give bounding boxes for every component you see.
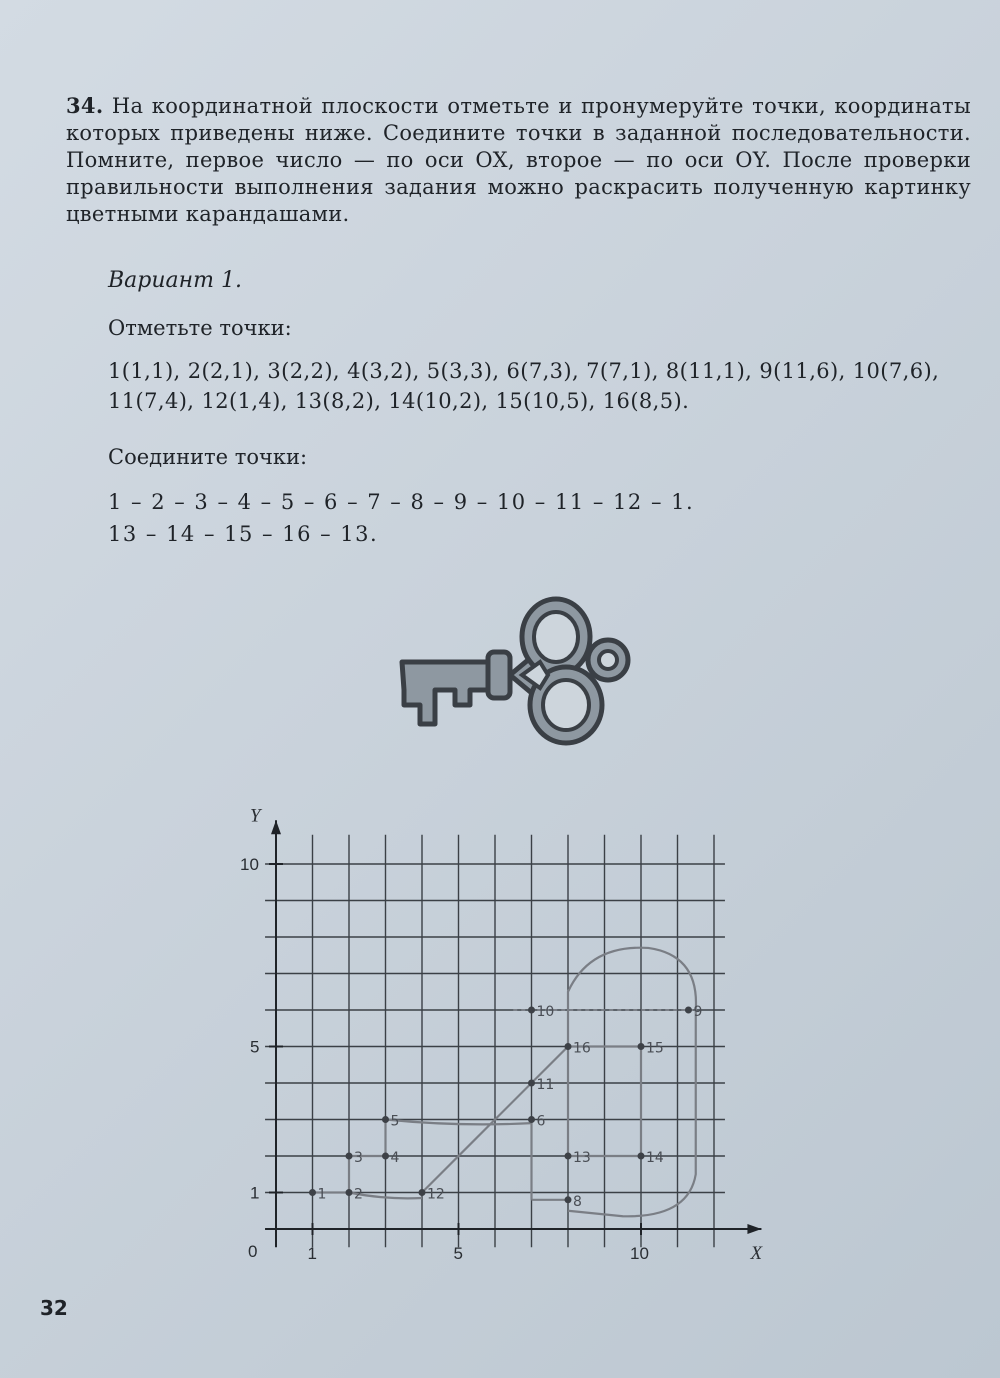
mark-points-label: Отметьте точки: <box>108 316 292 340</box>
y-tick-label: 10 <box>240 855 259 874</box>
plotted-point <box>685 1007 692 1014</box>
origin-label: 0 <box>248 1242 258 1261</box>
point-label: 6 <box>536 1113 546 1130</box>
x-tick-label: 10 <box>630 1244 649 1263</box>
plotted-point <box>565 1153 572 1160</box>
point-label: 4 <box>390 1150 400 1166</box>
point-label: 9 <box>693 1004 703 1020</box>
point-label: 3 <box>354 1150 363 1166</box>
plotted-point <box>419 1189 426 1196</box>
point-label: 11 <box>536 1077 555 1093</box>
plotted-point <box>346 1153 353 1160</box>
plotted-point <box>565 1196 572 1203</box>
plotted-point <box>309 1189 316 1196</box>
connect-points-label: Соедините точки: <box>108 445 308 469</box>
plotted-point <box>382 1116 389 1123</box>
y-tick-label: 1 <box>250 1183 260 1203</box>
variant-title: Вариант 1. <box>108 268 242 293</box>
point-label: 13 <box>573 1150 591 1166</box>
sequence-2: 13 – 14 – 15 – 16 – 13. <box>108 522 379 546</box>
plotted-point <box>528 1080 535 1087</box>
plotted-point <box>565 1043 572 1050</box>
plotted-point <box>382 1153 389 1160</box>
x-axis-label: X <box>750 1243 763 1264</box>
y-tick-label: 5 <box>250 1037 260 1057</box>
point-label: 16 <box>573 1040 591 1057</box>
plotted-point <box>528 1116 535 1123</box>
point-label: 12 <box>427 1186 445 1203</box>
y-axis-arrow <box>271 820 281 834</box>
point-label: 5 <box>390 1113 400 1130</box>
sequence-1: 1 – 2 – 3 – 4 – 5 – 6 – 7 – 8 – 9 – 10 – 11 – 12 – 1. <box>108 490 695 514</box>
x-axis-arrow <box>747 1224 761 1234</box>
point-label: 2 <box>354 1186 363 1203</box>
task-number: 34. <box>66 93 104 118</box>
plotted-point <box>638 1153 645 1160</box>
task-description: На координатной плоскости отметьте и пронумеруйте точки, координаты которых приведены ниже. Соедините точки в заданной последовательности. Помните, первое число — по оси OX, второе — по оси OY. После проверки правильности выполнения задания можно раскрасить полученную картинку цветными карандашами. <box>66 94 971 226</box>
plotted-point <box>528 1007 535 1014</box>
point-label: 8 <box>573 1193 582 1210</box>
x-tick-label: 1 <box>307 1244 317 1263</box>
plotted-point <box>638 1043 645 1050</box>
x-tick-label: 5 <box>453 1244 463 1263</box>
y-axis-label: Y <box>250 805 261 827</box>
plotted-point <box>346 1189 353 1196</box>
page-number: 32 <box>40 1296 68 1320</box>
pencil-outline <box>568 948 696 1217</box>
point-label: 1 <box>317 1186 327 1203</box>
points-list: 1(1,1), 2(2,1), 3(2,2), 4(3,2), 5(3,3), 6(7,3), 7(7,1), 8(11,1), 9(11,6), 10(7,6), 11(7,4), 12(1,4), 13(8,2), 14(10,2), 15(10,5), 16(8,5). <box>108 359 940 413</box>
point-label: 14 <box>646 1150 664 1166</box>
point-label: 10 <box>536 1004 555 1020</box>
point-label: 15 <box>646 1040 664 1057</box>
